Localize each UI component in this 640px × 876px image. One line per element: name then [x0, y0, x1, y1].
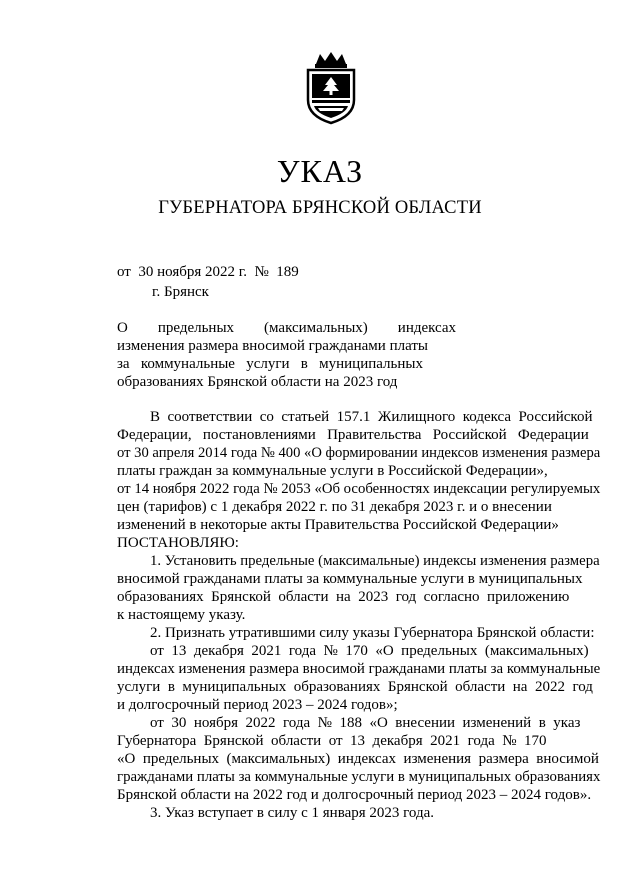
subject-line: изменения размера вносимой гражданами платы	[117, 338, 428, 354]
paragraph-line: В соответствии со статьей 157.1 Жилищного кодекса Российской	[150, 409, 593, 425]
paragraph-line: «О предельных (максимальных) индексах изменения размера вносимой	[117, 751, 599, 767]
subject-line: образованиях Брянской области на 2023 год	[117, 374, 398, 390]
document-title: УКАЗ	[276, 153, 364, 189]
paragraph-line: 3. Указ вступает в силу с 1 января 2023 года.	[150, 805, 435, 821]
paragraph-line: Брянской области на 2022 год и долгосрочный период 2023 – 2024 годов».	[117, 787, 592, 803]
paragraph-line: от 30 апреля 2014 года № 400 «О формировании индексов изменения размера	[117, 445, 601, 461]
paragraph-line: 2. Признать утратившими силу указы Губернатора Брянской области:	[150, 625, 595, 641]
paragraph-line: образованиях Брянской области на 2023 год согласно приложению	[117, 589, 570, 605]
date-number: от 30 ноября 2022 г. № 189	[117, 264, 299, 280]
paragraph-line: платы граждан за коммунальные услуги в Российской Федерации»,	[117, 463, 548, 479]
coat-of-arms-icon	[298, 50, 364, 125]
paragraph-line: вносимой гражданами платы за коммунальные услуги в муниципальных	[117, 571, 583, 587]
paragraph-line: услуги в муниципальных образованиях Брянской области на 2022 год	[117, 679, 593, 695]
subject-line: О предельных (максимальных) индексах	[117, 320, 457, 336]
subject-line: за коммунальные услуги в муниципальных	[117, 356, 423, 372]
paragraph-line: к настоящему указу.	[117, 607, 246, 623]
paragraph-line: Губернатора Брянской области от 13 декабря 2021 года № 170	[117, 733, 547, 749]
paragraph-line: гражданами платы за коммунальные услуги в муниципальных образованиях	[117, 769, 601, 785]
document-subtitle: ГУБЕРНАТОРА БРЯНСКОЙ ОБЛАСТИ	[158, 198, 482, 218]
paragraph-line: цен (тарифов) с 1 декабря 2022 г. по 31 декабря 2023 г. и о внесении	[117, 499, 552, 515]
paragraph-line: индексах изменения размера вносимой гражданами платы за коммунальные	[117, 661, 601, 677]
city: г. Брянск	[152, 284, 209, 300]
paragraph-line: и долгосрочный период 2023 – 2024 годов»;	[117, 697, 398, 713]
paragraph-line: Федерации, постановлениями Правительства Российской Федерации	[117, 427, 589, 443]
decree-keyword: ПОСТАНОВЛЯЮ:	[117, 535, 239, 551]
paragraph-line: 1. Установить предельные (максимальные) индексы изменения размера	[150, 553, 600, 569]
paragraph-line: от 30 ноября 2022 года № 188 «О внесении изменений в указ	[150, 715, 581, 731]
paragraph-line: изменений в некоторые акты Правительства Российской Федерации»	[117, 517, 559, 533]
paragraph-line: от 14 ноября 2022 года № 2053 «Об особенностях индексации регулируемых	[117, 481, 601, 497]
paragraph-line: от 13 декабря 2021 года № 170 «О предельных (максимальных)	[150, 643, 589, 659]
